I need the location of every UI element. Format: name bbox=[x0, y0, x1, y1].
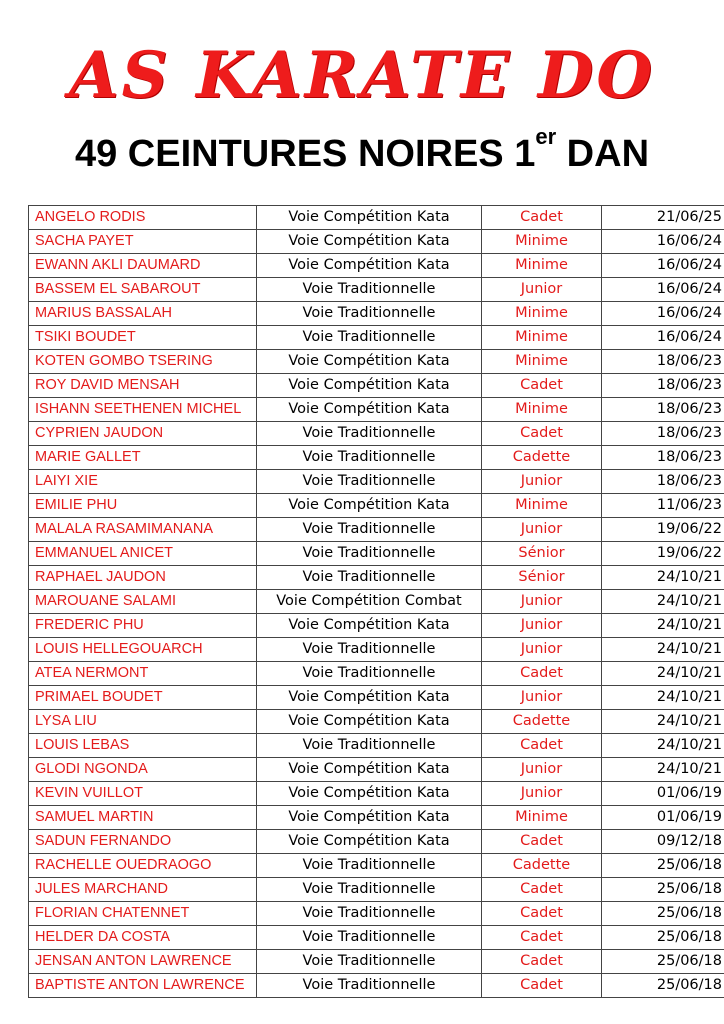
table-row bbox=[29, 614, 724, 638]
table-row bbox=[29, 518, 724, 542]
grading-path: Voie Traditionnelle bbox=[257, 950, 482, 974]
grading-path: Voie Compétition Kata bbox=[257, 782, 482, 806]
grading-path: Voie Compétition Kata bbox=[257, 614, 482, 638]
age-category: Cadette bbox=[482, 446, 602, 470]
age-category: Minime bbox=[482, 302, 602, 326]
age-category: Junior bbox=[482, 638, 602, 662]
age-category: Junior bbox=[482, 590, 602, 614]
grading-path: Voie Traditionnelle bbox=[257, 542, 482, 566]
table-row bbox=[29, 446, 724, 470]
subtitle-superscript: er bbox=[535, 124, 557, 149]
table-row bbox=[29, 926, 724, 950]
member-name: LOUIS HELLEGOUARCH bbox=[29, 638, 257, 662]
grading-path: Voie Compétition Kata bbox=[257, 374, 482, 398]
member-name: FREDERIC PHU bbox=[29, 614, 257, 638]
grading-date: 18/06/23 bbox=[602, 350, 724, 374]
age-category: Junior bbox=[482, 278, 602, 302]
age-category: Cadet bbox=[482, 926, 602, 950]
age-category: Junior bbox=[482, 614, 602, 638]
grading-date: 24/10/21 bbox=[602, 566, 724, 590]
member-name: KEVIN VUILLOT bbox=[29, 782, 257, 806]
grading-path: Voie Traditionnelle bbox=[257, 638, 482, 662]
grading-path: Voie Compétition Kata bbox=[257, 254, 482, 278]
age-category: Sénior bbox=[482, 542, 602, 566]
grading-date: 18/06/23 bbox=[602, 446, 724, 470]
member-name: LOUIS LEBAS bbox=[29, 734, 257, 758]
grading-path: Voie Traditionnelle bbox=[257, 734, 482, 758]
age-category: Junior bbox=[482, 470, 602, 494]
grading-path: Voie Compétition Combat bbox=[257, 590, 482, 614]
member-name: BASSEM EL SABAROUT bbox=[29, 278, 257, 302]
table-row bbox=[29, 590, 724, 614]
grading-path: Voie Compétition Kata bbox=[257, 758, 482, 782]
grading-date: 11/06/23 bbox=[602, 494, 724, 518]
grading-path: Voie Traditionnelle bbox=[257, 470, 482, 494]
age-category: Minime bbox=[482, 494, 602, 518]
table-row bbox=[29, 758, 724, 782]
member-name: ANGELO RODIS bbox=[29, 206, 257, 230]
member-name: SADUN FERNANDO bbox=[29, 830, 257, 854]
page-subtitle bbox=[0, 124, 724, 178]
member-name: FLORIAN CHATENNET bbox=[29, 902, 257, 926]
table-row bbox=[29, 470, 724, 494]
age-category: Minime bbox=[482, 230, 602, 254]
age-category: Minime bbox=[482, 806, 602, 830]
grading-date: 24/10/21 bbox=[602, 638, 724, 662]
member-name: MARIE GALLET bbox=[29, 446, 257, 470]
grading-path: Voie Traditionnelle bbox=[257, 926, 482, 950]
age-category: Cadet bbox=[482, 902, 602, 926]
age-category: Cadette bbox=[482, 854, 602, 878]
table-row bbox=[29, 830, 724, 854]
table-row bbox=[29, 734, 724, 758]
member-name: BAPTISTE ANTON LAWRENCE bbox=[29, 974, 257, 998]
grading-date: 24/10/21 bbox=[602, 710, 724, 734]
grading-date: 24/10/21 bbox=[602, 734, 724, 758]
member-name: JULES MARCHAND bbox=[29, 878, 257, 902]
table-row bbox=[29, 278, 724, 302]
grading-date: 16/06/24 bbox=[602, 230, 724, 254]
grading-date: 25/06/18 bbox=[602, 854, 724, 878]
member-name: RACHELLE OUEDRAOGO bbox=[29, 854, 257, 878]
table-row bbox=[29, 350, 724, 374]
grading-path: Voie Traditionnelle bbox=[257, 854, 482, 878]
grading-date: 25/06/18 bbox=[602, 950, 724, 974]
age-category: Cadet bbox=[482, 206, 602, 230]
age-category: Cadet bbox=[482, 374, 602, 398]
grading-date: 25/06/18 bbox=[602, 902, 724, 926]
grading-path: Voie Traditionnelle bbox=[257, 422, 482, 446]
age-category: Minime bbox=[482, 254, 602, 278]
grading-path: Voie Traditionnelle bbox=[257, 974, 482, 998]
member-name: JENSAN ANTON LAWRENCE bbox=[29, 950, 257, 974]
grading-path: Voie Traditionnelle bbox=[257, 302, 482, 326]
grading-date: 18/06/23 bbox=[602, 470, 724, 494]
grading-date: 16/06/24 bbox=[602, 278, 724, 302]
grading-date: 24/10/21 bbox=[602, 662, 724, 686]
table-row bbox=[29, 686, 724, 710]
grading-date: 18/06/23 bbox=[602, 398, 724, 422]
member-name: PRIMAEL BOUDET bbox=[29, 686, 257, 710]
club-title: AS KARATE DO bbox=[68, 38, 656, 113]
subtitle-end: DAN bbox=[556, 133, 650, 175]
age-category: Cadet bbox=[482, 734, 602, 758]
table-row bbox=[29, 422, 724, 446]
age-category: Junior bbox=[482, 518, 602, 542]
age-category: Cadet bbox=[482, 878, 602, 902]
age-category: Cadet bbox=[482, 950, 602, 974]
table-row bbox=[29, 566, 724, 590]
member-name: LAIYI XIE bbox=[29, 470, 257, 494]
age-category: Cadet bbox=[482, 662, 602, 686]
grading-date: 19/06/22 bbox=[602, 518, 724, 542]
table-row bbox=[29, 854, 724, 878]
grading-date: 25/06/18 bbox=[602, 878, 724, 902]
age-category: Sénior bbox=[482, 566, 602, 590]
age-category: Minime bbox=[482, 326, 602, 350]
grading-path: Voie Traditionnelle bbox=[257, 878, 482, 902]
member-name: ATEA NERMONT bbox=[29, 662, 257, 686]
age-category: Minime bbox=[482, 398, 602, 422]
grading-path: Voie Compétition Kata bbox=[257, 206, 482, 230]
grading-date: 16/06/24 bbox=[602, 254, 724, 278]
table-row bbox=[29, 206, 724, 230]
grading-date: 25/06/18 bbox=[602, 926, 724, 950]
table-row bbox=[29, 302, 724, 326]
member-name: EMILIE PHU bbox=[29, 494, 257, 518]
age-category: Junior bbox=[482, 782, 602, 806]
table-row bbox=[29, 494, 724, 518]
grading-path: Voie Compétition Kata bbox=[257, 686, 482, 710]
grading-date: 16/06/24 bbox=[602, 302, 724, 326]
grading-path: Voie Compétition Kata bbox=[257, 494, 482, 518]
table-row bbox=[29, 374, 724, 398]
table-body bbox=[29, 206, 724, 998]
grading-path: Voie Compétition Kata bbox=[257, 830, 482, 854]
member-name: SACHA PAYET bbox=[29, 230, 257, 254]
table-row bbox=[29, 230, 724, 254]
member-name: GLODI NGONDA bbox=[29, 758, 257, 782]
grading-path: Voie Traditionnelle bbox=[257, 566, 482, 590]
table-row bbox=[29, 326, 724, 350]
table-row bbox=[29, 806, 724, 830]
table-row bbox=[29, 542, 724, 566]
member-name: RAPHAEL JAUDON bbox=[29, 566, 257, 590]
grading-path: Voie Traditionnelle bbox=[257, 278, 482, 302]
grading-date: 21/06/25 bbox=[602, 206, 724, 230]
black-belts-table bbox=[28, 205, 724, 998]
grading-date: 18/06/23 bbox=[602, 422, 724, 446]
member-name: TSIKI BOUDET bbox=[29, 326, 257, 350]
grading-path: Voie Compétition Kata bbox=[257, 398, 482, 422]
member-name: EWANN AKLI DAUMARD bbox=[29, 254, 257, 278]
grading-date: 24/10/21 bbox=[602, 758, 724, 782]
grading-date: 01/06/19 bbox=[602, 782, 724, 806]
table-row bbox=[29, 398, 724, 422]
grading-path: Voie Traditionnelle bbox=[257, 662, 482, 686]
grading-path: Voie Compétition Kata bbox=[257, 350, 482, 374]
table-row bbox=[29, 710, 724, 734]
table-row bbox=[29, 902, 724, 926]
subtitle-main: 49 CEINTURES NOIRES 1 bbox=[74, 133, 536, 175]
grading-path: Voie Traditionnelle bbox=[257, 326, 482, 350]
member-name: MAROUANE SALAMI bbox=[29, 590, 257, 614]
grading-path: Voie Traditionnelle bbox=[257, 446, 482, 470]
age-category: Junior bbox=[482, 686, 602, 710]
age-category: Cadet bbox=[482, 422, 602, 446]
member-name: LYSA LIU bbox=[29, 710, 257, 734]
member-name: ROY DAVID MENSAH bbox=[29, 374, 257, 398]
grading-date: 24/10/21 bbox=[602, 590, 724, 614]
age-category: Cadet bbox=[482, 974, 602, 998]
grading-date: 16/06/24 bbox=[602, 326, 724, 350]
table-row bbox=[29, 254, 724, 278]
member-name: MALALA RASAMIMANANA bbox=[29, 518, 257, 542]
grading-date: 19/06/22 bbox=[602, 542, 724, 566]
member-name: CYPRIEN JAUDON bbox=[29, 422, 257, 446]
age-category: Cadet bbox=[482, 830, 602, 854]
age-category: Cadette bbox=[482, 710, 602, 734]
grading-date: 24/10/21 bbox=[602, 614, 724, 638]
grading-date: 09/12/18 bbox=[602, 830, 724, 854]
table-row bbox=[29, 878, 724, 902]
member-name: ISHANN SEETHENEN MICHEL bbox=[29, 398, 257, 422]
grading-path: Voie Traditionnelle bbox=[257, 902, 482, 926]
age-category: Junior bbox=[482, 758, 602, 782]
member-name: SAMUEL MARTIN bbox=[29, 806, 257, 830]
member-name: EMMANUEL ANICET bbox=[29, 542, 257, 566]
table-row bbox=[29, 662, 724, 686]
grading-date: 25/06/18 bbox=[602, 974, 724, 998]
table-row bbox=[29, 638, 724, 662]
age-category: Minime bbox=[482, 350, 602, 374]
grading-date: 24/10/21 bbox=[602, 686, 724, 710]
grading-date: 18/06/23 bbox=[602, 374, 724, 398]
table-row bbox=[29, 974, 724, 998]
member-name: KOTEN GOMBO TSERING bbox=[29, 350, 257, 374]
grading-path: Voie Compétition Kata bbox=[257, 710, 482, 734]
grading-path: Voie Compétition Kata bbox=[257, 806, 482, 830]
table-row bbox=[29, 950, 724, 974]
member-name: HELDER DA COSTA bbox=[29, 926, 257, 950]
member-name: MARIUS BASSALAH bbox=[29, 302, 257, 326]
table-row bbox=[29, 782, 724, 806]
grading-path: Voie Traditionnelle bbox=[257, 518, 482, 542]
grading-path: Voie Compétition Kata bbox=[257, 230, 482, 254]
grading-date: 01/06/19 bbox=[602, 806, 724, 830]
